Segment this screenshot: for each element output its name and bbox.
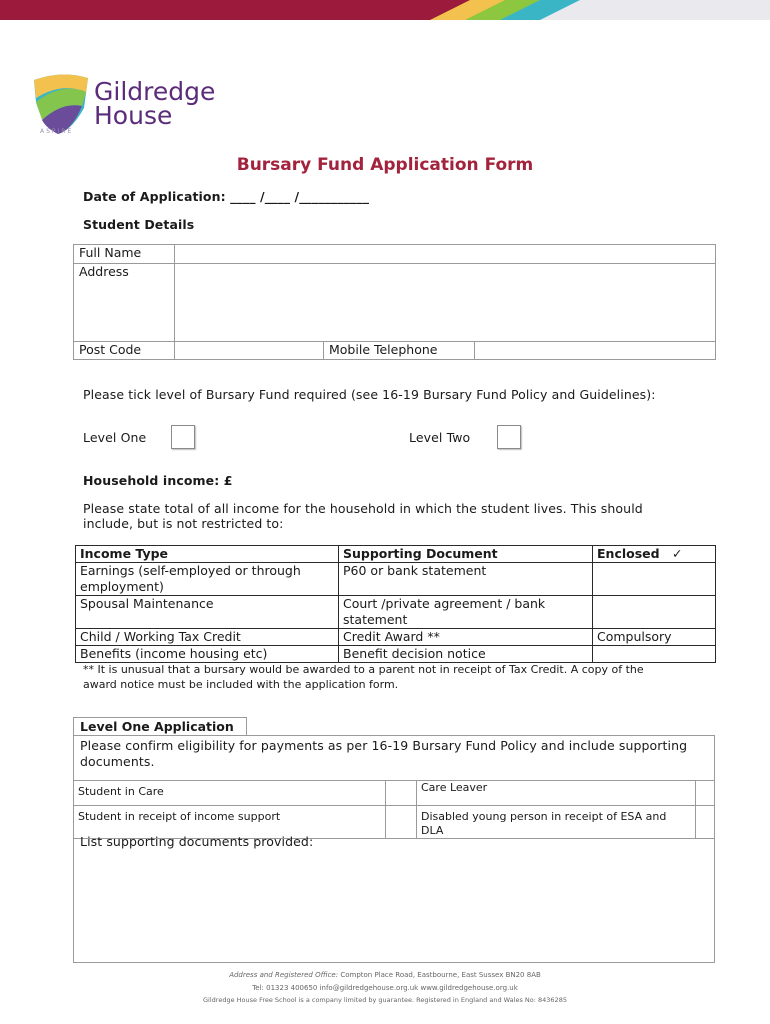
footer-address-label: Address and Registered Office: [229, 971, 339, 979]
mobile-field[interactable] [475, 342, 716, 360]
address-field[interactable] [175, 264, 716, 342]
table-row [76, 563, 716, 596]
income-table [75, 545, 716, 663]
logo-name-line1: Gildredge [94, 77, 216, 106]
tick-icon: ✓ [671, 546, 683, 561]
post-code-field[interactable] [175, 342, 324, 360]
address-label: Address [74, 264, 175, 342]
income-support-label: Student in receipt of income support [74, 806, 386, 839]
logo-text [94, 77, 216, 130]
full-name-label: Full Name [74, 245, 175, 264]
level-one-label: Level One [83, 430, 147, 445]
income-type-header: Income Type [76, 546, 339, 563]
supporting-doc-cell: Credit Award ** [339, 629, 593, 646]
tax-credit-note-2: award notice must be included with the application form. [83, 678, 399, 691]
supporting-documents-field[interactable] [78, 852, 710, 958]
tax-credit-note-1: ** It is unusual that a bursary would be awarded to a parent not in receipt of Tax Credit. A copy of the [83, 663, 644, 676]
list-supporting-documents-label: List supporting documents provided: [80, 834, 314, 849]
student-in-care-label: Student in Care [74, 781, 386, 806]
student-details-table [73, 244, 716, 360]
supporting-document-header: Supporting Document [339, 546, 593, 563]
income-type-cell: Earnings (self-employed or through employment) [76, 563, 339, 596]
care-leaver-label: Care Leaver [417, 781, 696, 806]
date-of-application: Date of Application: ____ /____ /___________ [83, 189, 370, 204]
eligibility-instruction-1: Please confirm eligibility for payments as per 16-19 Bursary Fund Policy and include supporting [80, 738, 688, 753]
top-banner [0, 0, 770, 20]
enclosed-cell[interactable] [593, 646, 716, 663]
supporting-doc-cell: Court /private agreement / bank statement [339, 596, 593, 629]
income-type-cell: Benefits (income housing etc) [76, 646, 339, 663]
logo-motto: ASPIRE [40, 128, 74, 135]
income-instruction-1: Please state total of all income for the household in which the student lives. This should [83, 501, 643, 516]
student-details-heading: Student Details [83, 217, 195, 232]
footer-contact: Tel: 01323 400650 info@gildredgehouse.org.uk www.gildredgehouse.org.uk [252, 984, 518, 992]
enclosed-header [593, 546, 716, 563]
eligibility-options-table [73, 780, 715, 839]
supporting-doc-cell: Benefit decision notice [339, 646, 593, 663]
enclosed-header-label: Enclosed [597, 546, 660, 561]
form-title: Bursary Fund Application Form [236, 155, 534, 175]
table-row [76, 646, 716, 663]
income-instruction-2: include, but is not restricted to: [83, 516, 284, 531]
level-two-checkbox[interactable] [497, 425, 521, 449]
level-two-label: Level Two [409, 430, 471, 445]
footer-company-info: Gildredge House Free School is a company limited by guarantee. Registered in England and Wales No: 8436285 [203, 996, 567, 1004]
banner-graphic [0, 0, 770, 20]
disabled-young-person-label: Disabled young person in receipt of ESA and DLA [417, 806, 696, 839]
enclosed-cell[interactable]: Compulsory [593, 629, 716, 646]
supporting-doc-cell: P60 or bank statement [339, 563, 593, 596]
enclosed-cell[interactable] [593, 596, 716, 629]
full-name-field[interactable] [175, 245, 716, 264]
table-row [76, 629, 716, 646]
table-row [74, 781, 715, 806]
level-one-checkbox[interactable] [171, 425, 195, 449]
disabled-young-person-checkbox[interactable] [696, 806, 715, 839]
level-instruction: Please tick level of Bursary Fund required (see 16-19 Bursary Fund Policy and Guidelines): [83, 387, 656, 402]
income-type-cell: Child / Working Tax Credit [76, 629, 339, 646]
household-income: Household income: £ [83, 473, 233, 488]
table-row [76, 596, 716, 629]
level-one-application-tab: Level One Application [73, 717, 247, 736]
eligibility-instruction-2: documents. [80, 754, 155, 769]
income-support-checkbox[interactable] [386, 806, 417, 839]
mobile-label: Mobile Telephone [324, 342, 475, 360]
logo-name-line2: House [94, 101, 173, 130]
care-leaver-checkbox[interactable] [696, 781, 715, 806]
footer-address [0, 971, 770, 979]
footer-address-text: Compton Place Road, Eastbourne, East Sussex BN20 8AB [340, 971, 541, 979]
post-code-label: Post Code [74, 342, 175, 360]
student-in-care-checkbox[interactable] [386, 781, 417, 806]
enclosed-cell[interactable] [593, 563, 716, 596]
school-logo [32, 72, 242, 142]
income-type-cell: Spousal Maintenance [76, 596, 339, 629]
